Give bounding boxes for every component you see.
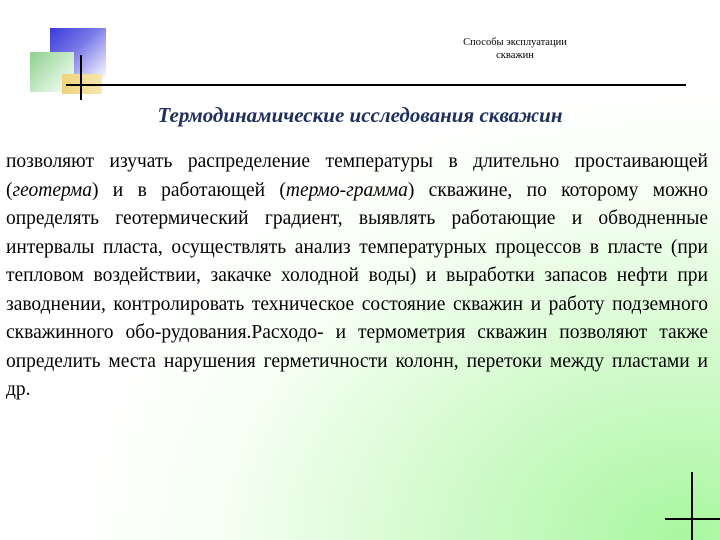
decor-vertical-line-top [80,55,82,100]
decor-vertical-line-bottom-right [691,472,693,540]
decor-horizontal-line-top [66,84,686,86]
body-italic-termogramma: термо-грамма [285,179,408,201]
header-line-1: Способы эксплуатации [463,37,567,48]
body-text-segment-2: ) и в работающей ( [91,179,286,201]
header-title [420,36,610,62]
body-text-segment-3: ) скважине, по которому можно определять геотермический градиент, выявлять работающие и обводненные интервалы пласта, осуществлять анализ температурных процессов в пласте (при тепловом воздействии, закачке холодной воды) и выработки запасов нефти при заводнении, контролировать техническое состояние скважин и работу подземного скважинного обо-рудования.Расходо- и термометрия скважин позволяют также определить места нарушения герметичности колонн, перетоки между пластами и др. [6,179,708,400]
slide-title: Термодинамические исследования скважин [157,103,563,127]
decor-horizontal-line-bottom-right [665,518,720,520]
body-italic-geoterma: геотерма [12,179,92,201]
body-paragraph [6,148,708,405]
body-text-segment-1: позволяют изучать распределение температуры в длительно простаивающей ( [6,151,708,201]
header-line-2: скважин [496,50,534,61]
